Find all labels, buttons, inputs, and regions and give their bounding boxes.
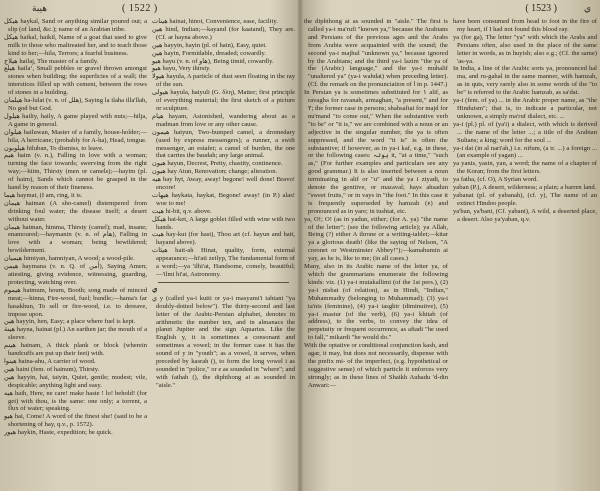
left-column-1: [4, 18, 147, 437]
dictionary-entry: ﻫﻴﻜﻞ haykal, Sand or anything similar poured out; a slip (of land, &c.); name of an Arabian tribe.: [4, 18, 147, 33]
dictionary-entry: ﻫﻴﻜﻞ hai-ket, A large goblet filled with wine with two hands.: [152, 215, 295, 231]
dictionary-entry: Many, also in its Arabic name of the letter ya, of which the grammarians enumerate the following kinds: viz. (1) ya-i mutakallimi (of the 1st pers.), (2) ya-i nisbat (of relation), as in Hindi, "Indian," Muhammadiy (belonging to Muhammad); (3) ya-i ta'nis (feminine), (4) ya-i tasghir (diminutive), (5) ya-i mastur (of the verb), (6) ya-i khitab (of address), to the verbs, to convey the idea of perpetuity or frequent occurrence, as aftadi "he used to fall," mikardi "he would do.": [304, 263, 448, 342]
dictionary-entry: ﻫﻴﻤﺎﻥ haiman (A sho-camel) distempered from drinking foul water; the disease itself; a desert without water.: [4, 199, 147, 223]
dictionary-entry: ya-i (fem. of ya) ... in the Arabic proper name, as "the Hinduism"; that is, to indicate a particular, not unknown, a simply ma'ruf dialect, etc. ...: [453, 97, 597, 120]
left-column-2: [152, 18, 295, 437]
left-header-arabic: ﻫﻴﺒﺔ: [32, 3, 48, 13]
dictionary-entry: ﻫﻴﻤﻮﻥ haiyun, Two-humped camel, a dromedary (used by express messengers); a runner, a swift messenger, an estafet; a camel of burden, the one that carries the baudah; any large animal.: [152, 128, 295, 160]
dictionary-entry: ﻫﻴﻠﻮﻝ hailiy, haily, A game played with nuts;—hilja, A game in general.: [4, 112, 147, 128]
dictionary-entry: the diphthong ai as sounded in "aisle." The first is called ya-i ma'rufi "known ya," because the Arabians and Persians of the previous ages and the Arabs from Arabia were acquainted with the sound; the second ya-i majhul "unknown ya," because ignored by the Arabians; and the third ya-i lazim "the ya of the (Arabic) language," and the ya-i muhalif "unaltered ya" (ya-i wahdat) when preceding letter). (Cf. the remark on the pronunciation of ا in p. 1447.): [304, 18, 448, 89]
dictionary-entry: ﻫﻴﻨﺎﺕ hainat, hinot, Convenience, ease, facility.: [152, 18, 278, 25]
left-page-header: [4, 2, 296, 16]
dictionary-entry: ya fatha, (cf. O), A Syrian word.: [453, 176, 538, 184]
dictionary-entry: With the optative or conditional conjunction kash, and agar, it may, but does not necessarily, dispense with the prefix mi- of the imperfect, (e.g. hypothetical or suggestive sense) of which particle it enforces very strongly; as in these lines of Shaikh Auhadu 'd-din Anwari:—: [304, 342, 448, 389]
right-page-header: [304, 2, 597, 16]
left-page-number: ( 1522 ): [122, 3, 158, 14]
dictionary-entry: ﻫﻴﻦ hayyin, hai, taiyin, Quiet, gentle; modest; vile, despicable; anything light and easy.: [4, 373, 147, 389]
dictionary-entry: ﻫﻴﻢ haim (v. n.), Falling in love with a woman; turning the face towards; swerving from the right way;—hiim, Thirsty (men or camels);—hayim (pl. of haim), Sands which cannot be grasped in the hand by reason of their fineness.: [4, 152, 147, 192]
section-heading: ﻱ: [152, 284, 158, 293]
dictionary-entry: ﻫﻴﺖ hi-bit, q.v. above.: [152, 207, 212, 215]
dictionary-entry: ﻫﻴﻮ hayu, Very thirsty.: [152, 65, 211, 73]
dictionary-entry: ya'ban, ya'bani, (Cf. yabani), A wild, a deserted place, a desert. Also ya'yaban, q.v.: [453, 207, 597, 223]
dictionary-entry: ﻫﻴﻮﻟﻰ hayula, haiyuli (G. δλη), Matter; first principle of everything material; the first sketch of a picture or sculpture.: [152, 89, 295, 112]
dictionary-entry: ﻫﻴﻦ hayyin, hayin (pl. of hain), Easy, quiet.: [152, 41, 267, 49]
dictionary-entry: ﻫﻴﺖ hay-kut (for hast), Thou art (cf. hayun and hatt, hayand above).: [152, 231, 295, 247]
right-page-number: ( 1523 ): [525, 3, 557, 14]
dictionary-entry: ﻫﻴﻨﺔ hayna, hainat (pl.) An earthen jar; the mouth of a sleeve.: [4, 326, 147, 342]
dictionary-entry: yabanat (pl. of yabanah), (cf. y), The name of an extinct Hindoo people.: [453, 191, 597, 207]
dictionary-entry: ﻫﻴﻤﺎ haymat, (I am, ring, it is.: [4, 191, 83, 199]
right-page: [304, 0, 597, 491]
dictionary-entry: ﻫﻴﻤﻴﺎﻥ himiyan, hamniyan, A wood; a wood-pile.: [4, 255, 135, 263]
dictionary-entry: ﻫﻴﺎﻡ hayam, Astonished, wandering about as a madman from love or any other cause.: [152, 112, 295, 128]
section-divider: [158, 282, 289, 283]
section-intro-text: ﻱ y (called ya-i kutti or ya-i masyami'i tahtani "ya doubly-dotted below"). The thirty-second and last letter of the Arabic-Persian alphabet, denotes in arithmetic the number ten, and in almanacs the planet Jupiter and the sign Aquarius. Like the English y, it is sometimes a consonant and sometimes a vowel; in the former case it has the sound of y in "youth"; as a vowel, it serves, when preceded by kasrah (), to form the long vowel i as sounded in "police," or e as sounded in "where"; and with fathah (), the diphthong ai as sounded in "aisle.": [152, 294, 295, 389]
dictionary-entry: ﻫﻴﻮﻻ hayula, A particle of dust seen floating in the ray of the sun.: [152, 73, 295, 89]
dictionary-entry: ﻫﻴﻬﺎﺕ haykata, haykat, Begone! away! (in P.) alas! woe to me!: [152, 191, 295, 207]
dictionary-entry: ﻫﻴﻮﻥ hayun, Decrest, Pretty, chastity, continence.: [152, 160, 283, 168]
dictionary-entry: ﻫﻴﻦ hayyin, hen, Easy; a place where fuel is kept.: [4, 318, 136, 326]
dictionary-entry: ﻫﻴﻪ hay hyt, Away, away! begone! well done! Bravo! encore!: [152, 176, 295, 192]
dictionary-entry: yaban (P.), A desert, wilderness; a plain; a barren land.: [453, 184, 597, 192]
dictionary-entry: ﻫﻴﻦ haini (fem. of hainum), Thirsty.: [4, 365, 100, 373]
dictionary-entry: have been consumed from head to foot in the fire of my heart, if I had not found this blood ray.: [453, 18, 597, 33]
dictionary-entry: In Persian ya is sometimes substituted for ۱ alif, as ravagha for ravanah, armaghan, "a present," and for ۲; the former case in persons; shahsaftai for majd for nu'mand "to come out," When the substantive verb "to be" or "it is," we are combined with a noun or an adjective in the singular number, the ya is often suppressed, and the word "it is" is often the substantive; if however, as in ya-i kaf, e.g. in these, or the following cases: ہوتہ it, "at a time," "such as," (For further examples and particulars see any good grammar.) It is also inserted between a noun terminating in alif or "u" and the ya i ziyadi, to denote the genitive, or mazaval; hays ahsadun "sweet fruits," or in vays in "the foot." In this case it is frequently superseded by hamzah (ء) and pronounced as in yare; in tushtat, etc.: [304, 89, 449, 215]
dictionary-entry: ﻫﻴﺌﺎﺕ hait-ah Hinat, quality, form, external appearance;—hi'ati zeilyp, The fundamental form of a word;—ya 'ilhi'at, Handsome, comely, beautiful;—'ilmi hi'at, Astronomy.: [152, 247, 295, 278]
dictionary-entry: ﻫﻴﻜﻞ haikal, haikil, Name of a goat that used to give milk to those who maltreated her, and to teach those kind to her;—hila, Terrors; a fearful business.: [4, 33, 147, 57]
dictionary-entry: ﻫﻴﻦ hind, Indian;—kayand (for kaatand), They are. (Cf. ar hayna above.): [152, 25, 295, 41]
left-page: [4, 0, 296, 491]
dictionary-entry: In India, a line of the Arabic sorts ya, pronounced hal ma, and ru-gahal in the same manner, with hamzah, as in quts, very rarely also in some words of the "to be" is referred to the Arabic hamzah, as sa'dat.: [453, 65, 597, 97]
right-column-1: [304, 18, 448, 390]
dictionary-entry: ﻫﻴﻤﻦ haymana (v. n. Q. of ﺃﻣﻦ), Saying Amen; attesting, giving evidence, witnessing, guarding, protecting, watching over.: [4, 263, 147, 286]
dictionary-entry: ﻫﻴﻤﺎﻥ haiman, himma, Thirsty (camel); mad, insane; enamoured;—haymanin (v. n. of ﻫﺎﻡ), Falling in love with a woman; being bewildered; bewilderment.: [4, 223, 147, 255]
dictionary-entry: ﻫﻴﻠﻮﺍﻥ hailuwan, Master of a family, house-holder;—hila, A herricane; (probably for A-ha), Head, tongue.: [4, 128, 147, 144]
dictionary-entry: ﻫﻴﻮ hai, Come! A word of the finest she! (said to be a shortening of hay, q.v., p. 1572).: [4, 413, 147, 429]
dictionary-entry: ya yanis, yasin, yan, a word; the name of a chapter of the Koran; from the first letters.: [453, 160, 597, 176]
dictionary-entry: ﻫﻴﻮﻥ hay Atun, Renovation; change; alteration.: [152, 168, 278, 176]
dictionary-entry: ya, O!; O! (as in yadun, either; (for A. ya) "the name of the letter"; (see the following article); ya Allah, Being (?) either A throne or a writing-tablet;—kitar ya a glorious death! (like the saying of Nelson, "A coronet or Westminster Abbey!");—kamahumin ai yay, as he is, like to me; (in all cases.): [304, 215, 448, 263]
right-column-2: [453, 18, 597, 390]
dictionary-entry: ﻫﻴﻠﻮﺑﻮﻥ hiluban, To dismiss, to leave.: [4, 144, 104, 152]
dictionary-entry: ﻫﻴﻨﻮﺍ haina-ahu, A carrier of wood.: [4, 357, 96, 365]
dictionary-entry: ﻫﻴﻪ haih, Here, ne care! make haste ! lo! behold! (for get) with thou, is the same: one only; a torrent, a flux of water; speaking.: [4, 389, 147, 413]
right-header-arabic: ﻱ: [583, 3, 591, 13]
dictionary-entry: ya-i dat (in al nari'ah,) i.e. nifum, (a tr. ...) a foreign ... (an example of yagan) ...: [453, 144, 597, 160]
dictionary-entry: ﻫﻴﻼﺝ hailaj, The master of a family.: [4, 57, 99, 65]
dictionary-entry: ﻫﻴﻦ hayin, Formidable, dreaded; cowardly.: [152, 49, 266, 57]
dictionary-entry: ﻫﻴﻮ hayu (v. n. of ﻫﺎﻭ), Being timid, cowardly.: [152, 57, 274, 65]
dictionary-entry: ﻫﻴﻮﺭ haykin, Haste, expedition; be quick.: [4, 429, 113, 437]
dictionary-entry: ya (for ga), The letter "ya" with which the Arabs and Persians often, also used in the place of the same letter in words, as in huyish; also e.g.; (Cf. the same) 'as-ya.: [453, 33, 597, 65]
dictionary-entry: ﻫﻴﻠﻊ hailaʻ, Small pebbles or gravel thrown amongst stones when building; the superficies of a wall; the interstices filled up with cement, between the rows of stones in a building.: [4, 65, 147, 97]
dictionary-entry: ﻫﻴﻠﻤﺎﻥ ha-lulat (v. n. of ﻫﻠﻞ), Saying la ilaha illa'llah, No god but God.: [4, 97, 147, 112]
dictionary-entry: ﻫﻴﻨﻢ hainam, A thick plank or block (wherein handcuffs are put up their feet) with.: [4, 342, 147, 358]
dictionary-entry: ﻫﻴﻤﻮﻡ haimum, houm, Booth; song made of minced meat;—hinna, Fire-wood, fuel; bundle;—hama's far hasakhun, To sell or fire-wood, i.e. to dereave, impose upon.: [4, 286, 147, 318]
dictionary-entry: ya-i (pl.) pl. of (ya'i) a dialect, with which is derived ... the name of the letter ...; a title of the Arabian Sultans; a king; word for the soul ...: [453, 120, 597, 144]
